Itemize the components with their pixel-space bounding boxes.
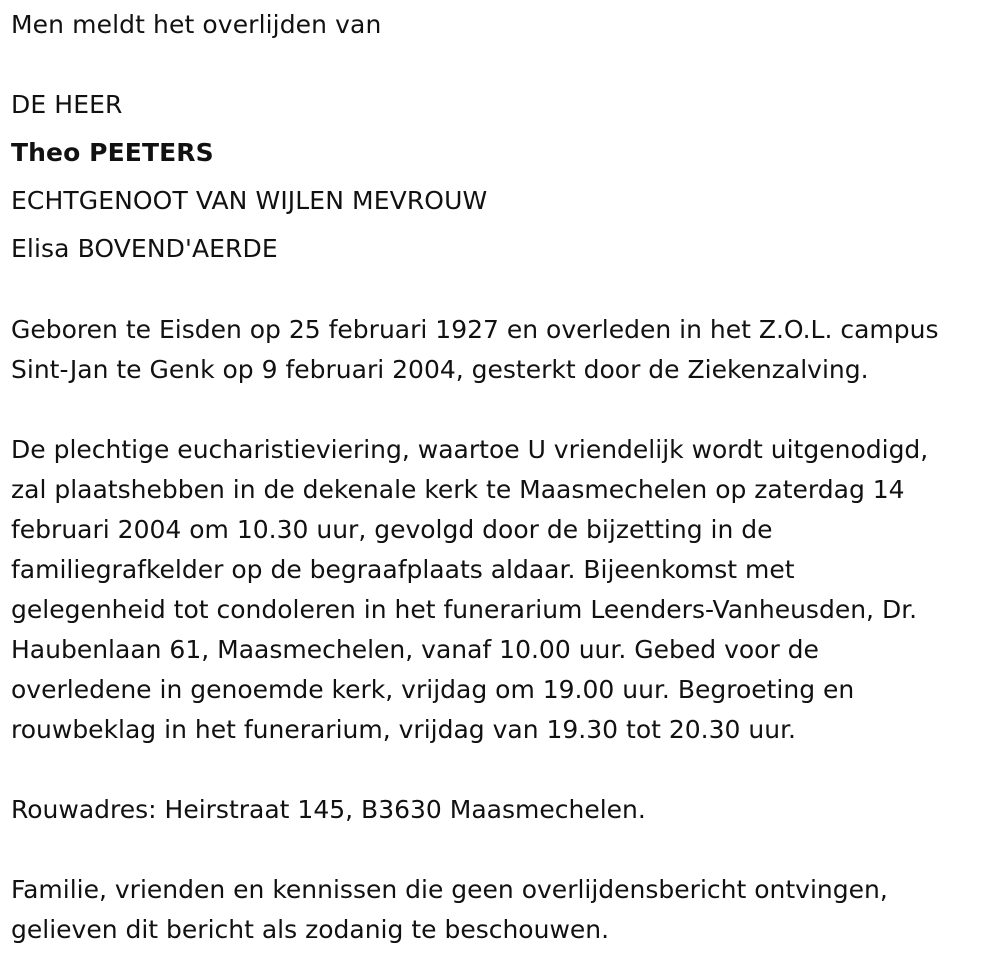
paragraph-line: gelieven dit bericht als zodanig te beschouwen. bbox=[11, 915, 610, 944]
paragraph-line: De plechtige eucharistieviering, waartoe U vriendelijk wordt uitgenodigd, bbox=[11, 435, 929, 464]
paragraph-line: gelegenheid tot condoleren in het funerarium Leenders-Vanheusden, Dr. bbox=[11, 595, 918, 624]
paragraph-line: familiegrafkelder op de begraafplaats aldaar. Bijeenkomst met bbox=[11, 555, 795, 584]
paragraph-line: Geboren te Eisden op 25 februari 1927 en overleden in het Z.O.L. campus bbox=[11, 315, 939, 344]
ceremony-paragraph bbox=[11, 430, 996, 750]
spouse-name: Elisa BOVEND'AERDE bbox=[11, 234, 278, 263]
paragraph-line: zal plaatshebben in de dekenale kerk te Maasmechelen op zaterdag 14 bbox=[11, 475, 905, 504]
honorific: DE HEER bbox=[11, 90, 123, 119]
relation-text: ECHTGENOOT VAN WIJLEN MEVROUW bbox=[11, 186, 488, 215]
paragraph-line: rouwbeklag in het funerarium, vrijdag van 19.30 tot 20.30 uur. bbox=[11, 715, 796, 744]
paragraph-line: Haubenlaan 61, Maasmechelen, vanaf 10.00 uur. Gebed voor de bbox=[11, 635, 819, 664]
birth-death-paragraph bbox=[11, 310, 996, 390]
address-paragraph bbox=[11, 790, 996, 830]
deceased-name: Theo PEETERS bbox=[11, 138, 214, 167]
paragraph-line: Familie, vrienden en kennissen die geen overlijdensbericht ontvingen, bbox=[11, 875, 888, 904]
intro-text: Men meldt het overlijden van bbox=[11, 10, 382, 39]
paragraph-line: februari 2004 om 10.30 uur, gevolgd door de bijzetting in de bbox=[11, 515, 773, 544]
address-line: Rouwadres: Heirstraat 145, B3630 Maasmechelen. bbox=[11, 795, 646, 824]
closing-paragraph bbox=[11, 870, 996, 950]
paragraph-line: overledene in genoemde kerk, vrijdag om 19.00 uur. Begroeting en bbox=[11, 675, 855, 704]
paragraph-line: Sint-Jan te Genk op 9 februari 2004, gesterkt door de Ziekenzalving. bbox=[11, 355, 869, 384]
